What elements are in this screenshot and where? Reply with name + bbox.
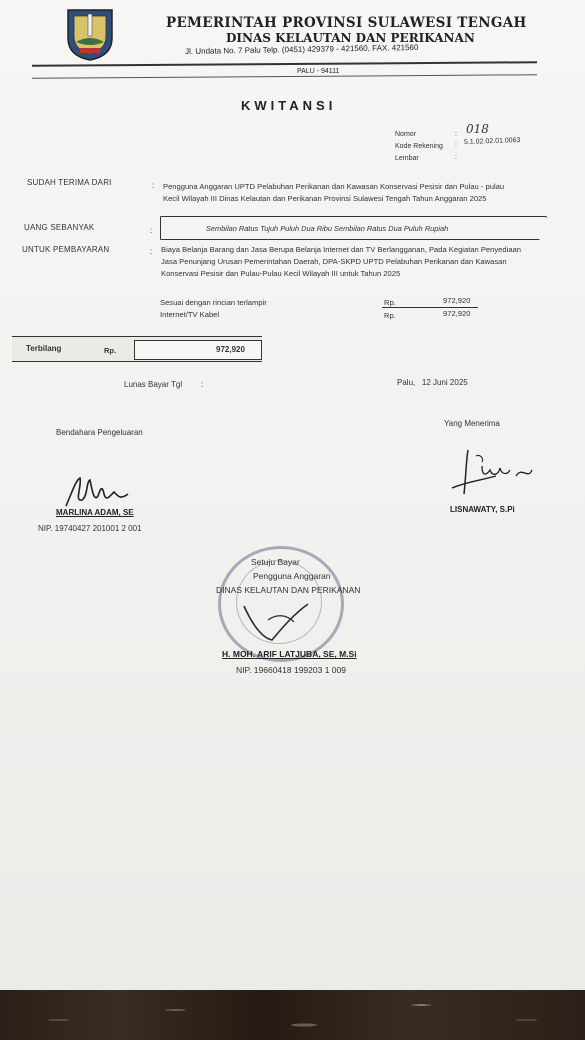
lunas-label: Lunas Bayar Tgl bbox=[124, 380, 183, 389]
place-date: Palu, 12 Juni 2025 bbox=[397, 378, 468, 387]
terbilang-value: 972,920 bbox=[216, 345, 245, 354]
province-emblem bbox=[64, 8, 116, 62]
received-from-line1: Pengguna Anggaran UPTD Pelabuhan Perikanan dan Kawasan Konservasi Pesisir dan Pulau - pulau bbox=[163, 182, 505, 191]
nomor-colon: : bbox=[455, 131, 457, 138]
details-rp2: Rp. bbox=[384, 311, 396, 320]
header-line1: PEMERINTAH PROVINSI SULAWESI TENGAH bbox=[166, 15, 527, 31]
receiver-title: Yang Menerima bbox=[444, 419, 500, 428]
purpose-colon: : bbox=[150, 247, 153, 256]
treasurer-nip: NIP. 19740427 201001 2 001 bbox=[38, 524, 142, 533]
approve-line2: Pengguna Anggaran bbox=[253, 571, 331, 581]
approver-nip: NIP. 19660418 199203 1 009 bbox=[236, 665, 346, 675]
purpose-line3: Konservasi Pesisir dan Pulau-Pulau Kecil Wilayah III untuk Tahun 2025 bbox=[161, 269, 401, 278]
amount-words-value: Sembilan Ratus Tujuh Puluh Dua Ribu Sembilan Ratus Dua Puluh Rupiah bbox=[206, 224, 449, 233]
kode-colon: : bbox=[455, 141, 457, 148]
lembar-colon: : bbox=[455, 154, 457, 161]
treasurer-signature bbox=[62, 472, 134, 512]
treasurer-name: MARLINA ADAM, SE bbox=[56, 508, 134, 517]
details-amount1: 972,920 bbox=[443, 296, 471, 305]
terbilang-label: Terbilang bbox=[26, 344, 62, 353]
document-title: KWITANSI bbox=[241, 98, 337, 113]
purpose-line1: Biaya Belanja Barang dan Jasa Berupa Belanja Internet dan TV Berlangganan, Pada Kegiatan Penyediaan bbox=[161, 245, 521, 254]
nomor-label: Nomor bbox=[395, 131, 417, 138]
kode-rekening-value: 5.1.02.02.01.0063 bbox=[463, 137, 521, 146]
details-line1: Sesuai dengan rincian terlampir bbox=[160, 298, 267, 307]
purpose-line2: Jasa Penunjang Urusan Pemerintahan Daerah, DPA-SKPD UPTD Pelabuhan Perikanan dan Kawasan bbox=[161, 257, 507, 266]
kode-rekening-label: Kode Rekening bbox=[395, 143, 443, 150]
receiver-name: LISNAWATY, S.Pi bbox=[450, 505, 515, 514]
received-from-colon: : bbox=[152, 181, 155, 190]
received-from-label: SUDAH TERIMA DARI bbox=[27, 178, 112, 187]
amount-words-label: UANG SEBANYAK bbox=[24, 223, 95, 232]
purpose-label: UNTUK PEMBAYARAN bbox=[22, 245, 110, 254]
header-postal: PALU - 94111 bbox=[297, 68, 340, 75]
details-amount2: 972,920 bbox=[443, 309, 471, 318]
lunas-colon: : bbox=[201, 380, 204, 389]
treasurer-title: Bendahara Pengeluaran bbox=[56, 428, 143, 437]
terbilang-rp: Rp. bbox=[104, 346, 117, 355]
details-line2: Internet/TV Kabel bbox=[160, 310, 220, 319]
received-from-line2: Kecil Wilayah III Dinas Kelautan dan Perikanan Provinsi Sulawesi Tengah Tahun Anggaran 2025 bbox=[163, 194, 487, 203]
lembar-label: Lembar bbox=[395, 155, 419, 162]
approve-line3: DINAS KELAUTAN DAN PERIKANAN bbox=[216, 585, 361, 595]
amount-words-colon: : bbox=[150, 226, 153, 235]
receiver-signature bbox=[446, 446, 536, 502]
header-address: Jl. Undata No. 7 Palu Telp. (0451) 429379 - 421560, FAX. 421560 bbox=[185, 42, 419, 56]
background-fabric bbox=[0, 990, 585, 1040]
header-line2: DINAS KELAUTAN DAN PERIKANAN bbox=[226, 31, 475, 45]
approve-line1: Setuju Bayar bbox=[251, 557, 300, 567]
nomor-value: 018 bbox=[466, 122, 489, 136]
details-rp1: Rp. bbox=[384, 298, 396, 307]
approver-name: H. MOH. ARIF LATJUBA, SE, M.Si bbox=[222, 649, 357, 659]
approver-signature bbox=[228, 600, 328, 644]
